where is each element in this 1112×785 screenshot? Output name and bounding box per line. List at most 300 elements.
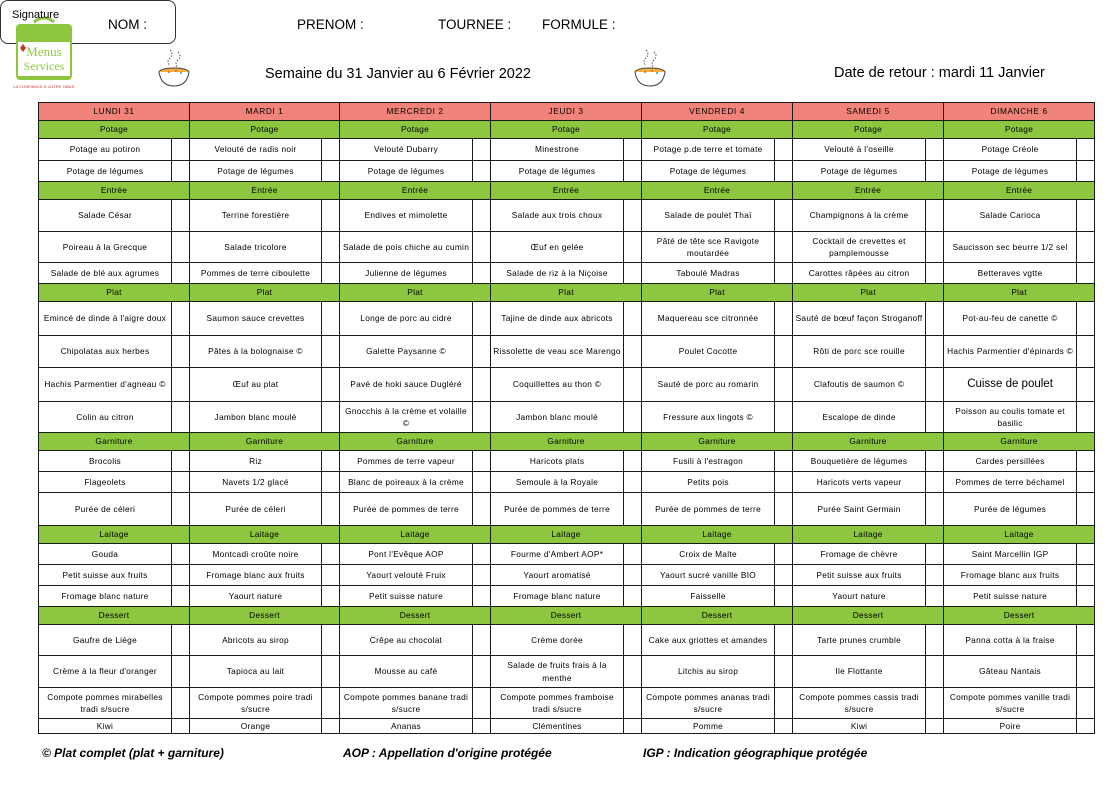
selection-box[interactable] bbox=[1077, 302, 1095, 336]
selection-box[interactable] bbox=[322, 493, 340, 526]
selection-box[interactable] bbox=[775, 139, 793, 161]
selection-box[interactable] bbox=[322, 402, 340, 433]
selection-box[interactable] bbox=[775, 688, 793, 719]
menu-item: Fromage blanc nature bbox=[491, 586, 624, 607]
selection-box[interactable] bbox=[624, 336, 642, 368]
selection-box[interactable] bbox=[1077, 368, 1095, 402]
selection-box[interactable] bbox=[926, 368, 944, 402]
section-header-entre: Entrée bbox=[793, 182, 944, 200]
selection-box[interactable] bbox=[1077, 263, 1095, 284]
menu-item: Ananas bbox=[340, 719, 473, 734]
menu-item: Sauté de porc au romarin bbox=[642, 368, 775, 402]
selection-box[interactable] bbox=[473, 402, 491, 433]
selection-box[interactable] bbox=[624, 565, 642, 586]
day-header: JEUDI 3 bbox=[491, 103, 642, 121]
selection-box[interactable] bbox=[775, 161, 793, 182]
menu-item: Pommes de terre béchamel bbox=[944, 472, 1077, 493]
selection-box[interactable] bbox=[322, 688, 340, 719]
menu-item: Coquillettes au thon © bbox=[491, 368, 624, 402]
selection-box[interactable] bbox=[926, 336, 944, 368]
menu-item: Bouquetière de légumes bbox=[793, 451, 926, 472]
selection-box[interactable] bbox=[473, 263, 491, 284]
section-header-garniture: Garniture bbox=[190, 433, 340, 451]
selection-box[interactable] bbox=[624, 200, 642, 232]
menu-item: Clémentines bbox=[491, 719, 624, 734]
selection-box[interactable] bbox=[624, 263, 642, 284]
menu-item: Compote pommes framboise tradi s/sucre bbox=[491, 688, 624, 719]
menu-item: Emincé de dinde à l'aigre doux bbox=[39, 302, 172, 336]
menu-item: Betteraves vgtte bbox=[944, 263, 1077, 284]
day-header: VENDREDI 4 bbox=[642, 103, 793, 121]
menu-item: Gouda bbox=[39, 544, 172, 565]
selection-box[interactable] bbox=[473, 656, 491, 688]
menu-item: Fromage blanc nature bbox=[39, 586, 172, 607]
menu-item: Taboulé Madras bbox=[642, 263, 775, 284]
selection-box[interactable] bbox=[624, 402, 642, 433]
selection-box[interactable] bbox=[926, 200, 944, 232]
selection-box[interactable] bbox=[775, 336, 793, 368]
soup-bowl-icon bbox=[630, 46, 670, 90]
menu-item: Kiwi bbox=[39, 719, 172, 734]
selection-box[interactable] bbox=[172, 544, 190, 565]
selection-box[interactable] bbox=[322, 565, 340, 586]
selection-box[interactable] bbox=[926, 719, 944, 734]
selection-box[interactable] bbox=[1077, 139, 1095, 161]
menu-item: Tarte prunes crumble bbox=[793, 625, 926, 656]
menu-item: Potage de légumes bbox=[190, 161, 322, 182]
menu-item: Compote pommes poire tradi s/sucre bbox=[190, 688, 322, 719]
section-header-potage: Potage bbox=[491, 121, 642, 139]
selection-box[interactable] bbox=[1077, 472, 1095, 493]
section-header-laitage: Laitage bbox=[944, 526, 1095, 544]
prenom-label: PRENOM : bbox=[297, 17, 364, 32]
menu-item: Purée de pommes de terre bbox=[491, 493, 624, 526]
menu-item: Yaourt nature bbox=[793, 586, 926, 607]
selection-box[interactable] bbox=[926, 625, 944, 656]
selection-box[interactable] bbox=[172, 302, 190, 336]
menu-item: Tapioca au lait bbox=[190, 656, 322, 688]
selection-box[interactable] bbox=[1077, 625, 1095, 656]
selection-box[interactable] bbox=[624, 586, 642, 607]
section-header-garniture: Garniture bbox=[642, 433, 793, 451]
section-header-dessert: Dessert bbox=[944, 607, 1095, 625]
menu-item: Saint Marcellin IGP bbox=[944, 544, 1077, 565]
selection-box[interactable] bbox=[473, 586, 491, 607]
selection-box[interactable] bbox=[624, 493, 642, 526]
selection-box[interactable] bbox=[473, 472, 491, 493]
menu-item: Velouté Dubarry bbox=[340, 139, 473, 161]
menu-item: Litchis au sirop bbox=[642, 656, 775, 688]
menu-item: Petits pois bbox=[642, 472, 775, 493]
signature-label: Signature bbox=[12, 9, 60, 21]
section-header-garniture: Garniture bbox=[340, 433, 491, 451]
section-header-dessert: Dessert bbox=[793, 607, 944, 625]
menu-item: Tajine de dinde aux abricots bbox=[491, 302, 624, 336]
selection-box[interactable] bbox=[322, 139, 340, 161]
menu-item: Petit suisse nature bbox=[944, 586, 1077, 607]
section-header-entre: Entrée bbox=[642, 182, 793, 200]
selection-box[interactable] bbox=[926, 232, 944, 263]
menu-item: Saumon sauce crevettes bbox=[190, 302, 322, 336]
selection-box[interactable] bbox=[322, 451, 340, 472]
selection-box[interactable] bbox=[322, 656, 340, 688]
selection-box[interactable] bbox=[775, 493, 793, 526]
selection-box[interactable] bbox=[473, 544, 491, 565]
selection-box[interactable] bbox=[1077, 200, 1095, 232]
selection-box[interactable] bbox=[473, 161, 491, 182]
menu-item: Fromage blanc aux fruits bbox=[190, 565, 322, 586]
menu-item: Abricots au sirop bbox=[190, 625, 322, 656]
selection-box[interactable] bbox=[1077, 336, 1095, 368]
menu-item: Poulet Cocotte bbox=[642, 336, 775, 368]
selection-box[interactable] bbox=[926, 472, 944, 493]
selection-box[interactable] bbox=[172, 493, 190, 526]
menu-item: Crème dorée bbox=[491, 625, 624, 656]
selection-box[interactable] bbox=[172, 625, 190, 656]
selection-box[interactable] bbox=[926, 688, 944, 719]
selection-box[interactable] bbox=[1077, 544, 1095, 565]
menu-item: Potage au potiron bbox=[39, 139, 172, 161]
menu-item: Crêpe au chocolat bbox=[340, 625, 473, 656]
menu-item: Potage de légumes bbox=[642, 161, 775, 182]
selection-box[interactable] bbox=[473, 565, 491, 586]
menu-item: Rissolette de veau sce Marengo bbox=[491, 336, 624, 368]
selection-box[interactable] bbox=[172, 472, 190, 493]
section-header-potage: Potage bbox=[944, 121, 1095, 139]
selection-box[interactable] bbox=[926, 451, 944, 472]
day-header: MARDI 1 bbox=[190, 103, 340, 121]
selection-box[interactable] bbox=[624, 719, 642, 734]
menu-item: Purée de légumes bbox=[944, 493, 1077, 526]
selection-box[interactable] bbox=[322, 368, 340, 402]
section-header-laitage: Laitage bbox=[642, 526, 793, 544]
menu-item: Salade Carioca bbox=[944, 200, 1077, 232]
selection-box[interactable] bbox=[322, 232, 340, 263]
selection-box[interactable] bbox=[322, 336, 340, 368]
selection-box[interactable] bbox=[172, 263, 190, 284]
selection-box[interactable] bbox=[775, 625, 793, 656]
section-header-garniture: Garniture bbox=[39, 433, 190, 451]
section-header-garniture: Garniture bbox=[793, 433, 944, 451]
section-header-dessert: Dessert bbox=[190, 607, 340, 625]
selection-box[interactable] bbox=[473, 625, 491, 656]
menu-item: Colin au citron bbox=[39, 402, 172, 433]
menu-item: Riz bbox=[190, 451, 322, 472]
selection-box[interactable] bbox=[322, 263, 340, 284]
selection-box[interactable] bbox=[322, 472, 340, 493]
section-header-laitage: Laitage bbox=[793, 526, 944, 544]
selection-box[interactable] bbox=[172, 139, 190, 161]
menu-item: Crème à la fleur d'oranger bbox=[39, 656, 172, 688]
selection-box[interactable] bbox=[172, 565, 190, 586]
menu-item: Gaufre de Liège bbox=[39, 625, 172, 656]
selection-box[interactable] bbox=[926, 402, 944, 433]
menu-item: Salade de riz à la Niçoise bbox=[491, 263, 624, 284]
menu-item: Cocktail de crevettes et pamplemousse bbox=[793, 232, 926, 263]
menu-item: Cake aux griottes et amandes bbox=[642, 625, 775, 656]
menu-item: Endives et mimolette bbox=[340, 200, 473, 232]
selection-box[interactable] bbox=[926, 139, 944, 161]
footnote-igp: IGP : Indication géographique protégée bbox=[643, 746, 868, 760]
selection-box[interactable] bbox=[322, 302, 340, 336]
selection-box[interactable] bbox=[775, 402, 793, 433]
selection-box[interactable] bbox=[624, 544, 642, 565]
menu-item: Pot-au-feu de canette © bbox=[944, 302, 1077, 336]
selection-box[interactable] bbox=[624, 451, 642, 472]
selection-box[interactable] bbox=[473, 368, 491, 402]
day-header: SAMEDI 5 bbox=[793, 103, 944, 121]
selection-box[interactable] bbox=[624, 232, 642, 263]
section-header-laitage: Laitage bbox=[340, 526, 491, 544]
menu-item: Pavé de hoki sauce Dugléré bbox=[340, 368, 473, 402]
selection-box[interactable] bbox=[473, 232, 491, 263]
selection-box[interactable] bbox=[624, 139, 642, 161]
section-header-plat: Plat bbox=[491, 284, 642, 302]
menu-item: Potage de légumes bbox=[39, 161, 172, 182]
selection-box[interactable] bbox=[473, 493, 491, 526]
menu-item: Longe de porc au cidre bbox=[340, 302, 473, 336]
section-header-plat: Plat bbox=[340, 284, 491, 302]
selection-box[interactable] bbox=[775, 302, 793, 336]
menu-item: Mousse au café bbox=[340, 656, 473, 688]
selection-box[interactable] bbox=[473, 688, 491, 719]
menu-item: Orange bbox=[190, 719, 322, 734]
selection-box[interactable] bbox=[624, 656, 642, 688]
section-header-plat: Plat bbox=[793, 284, 944, 302]
selection-box[interactable] bbox=[775, 451, 793, 472]
selection-box[interactable] bbox=[1077, 719, 1095, 734]
selection-box[interactable] bbox=[322, 625, 340, 656]
menu-item: Potage de légumes bbox=[491, 161, 624, 182]
menu-item: Pomme bbox=[642, 719, 775, 734]
menu-item: Purée Saint Germain bbox=[793, 493, 926, 526]
menu-item: Panna cotta à la fraise bbox=[944, 625, 1077, 656]
menu-item: Semoule à la Royale bbox=[491, 472, 624, 493]
menu-item: Saucisson sec beurre 1/2 sel bbox=[944, 232, 1077, 263]
selection-box[interactable] bbox=[1077, 565, 1095, 586]
selection-box[interactable] bbox=[926, 586, 944, 607]
menu-item: Petit suisse aux fruits bbox=[793, 565, 926, 586]
menu-item: Cardes persillées bbox=[944, 451, 1077, 472]
menu-item: Pont l'Evêque AOP bbox=[340, 544, 473, 565]
menu-item: Cuisse de poulet bbox=[944, 368, 1077, 402]
selection-box[interactable] bbox=[172, 586, 190, 607]
menu-item: Compote pommes mirabelles tradi s/sucre bbox=[39, 688, 172, 719]
selection-box[interactable] bbox=[1077, 586, 1095, 607]
menu-item: Œuf en gelée bbox=[491, 232, 624, 263]
menu-item: Chipolatas aux herbes bbox=[39, 336, 172, 368]
section-header-plat: Plat bbox=[642, 284, 793, 302]
menu-item: Potage p.de terre et tomate bbox=[642, 139, 775, 161]
menu-item: Carottes râpées au citron bbox=[793, 263, 926, 284]
menu-item: Purée de céleri bbox=[190, 493, 322, 526]
selection-box[interactable] bbox=[775, 472, 793, 493]
selection-box[interactable] bbox=[322, 544, 340, 565]
selection-box[interactable] bbox=[624, 302, 642, 336]
selection-box[interactable] bbox=[172, 688, 190, 719]
selection-box[interactable] bbox=[775, 565, 793, 586]
menu-item: Yaourt velouté Fruix bbox=[340, 565, 473, 586]
menu-item: Yaourt nature bbox=[190, 586, 322, 607]
menu-item: Gnocchis à la crème et volaille © bbox=[340, 402, 473, 433]
logo-line2: Services bbox=[23, 59, 65, 73]
selection-box[interactable] bbox=[172, 200, 190, 232]
selection-box[interactable] bbox=[775, 586, 793, 607]
menu-item: Hachis Parmentier d'agneau © bbox=[39, 368, 172, 402]
selection-box[interactable] bbox=[624, 368, 642, 402]
selection-box[interactable] bbox=[172, 368, 190, 402]
menu-item: Sauté de bœuf façon Stroganoff bbox=[793, 302, 926, 336]
menu-item: Salade de poulet Thaï bbox=[642, 200, 775, 232]
selection-box[interactable] bbox=[473, 719, 491, 734]
section-header-entre: Entrée bbox=[944, 182, 1095, 200]
selection-box[interactable] bbox=[1077, 656, 1095, 688]
menu-item: Fressure aux lingots © bbox=[642, 402, 775, 433]
footnote-plat-complet: © Plat complet (plat + garniture) bbox=[42, 746, 224, 760]
menu-item: Ile Flottante bbox=[793, 656, 926, 688]
section-header-entre: Entrée bbox=[491, 182, 642, 200]
menu-item: Navets 1/2 glacé bbox=[190, 472, 322, 493]
selection-box[interactable] bbox=[172, 232, 190, 263]
selection-box[interactable] bbox=[172, 161, 190, 182]
section-header-dessert: Dessert bbox=[642, 607, 793, 625]
selection-box[interactable] bbox=[322, 161, 340, 182]
section-header-dessert: Dessert bbox=[340, 607, 491, 625]
section-header-laitage: Laitage bbox=[491, 526, 642, 544]
selection-box[interactable] bbox=[172, 451, 190, 472]
menu-item: Salade César bbox=[39, 200, 172, 232]
section-header-entre: Entrée bbox=[39, 182, 190, 200]
footnote-aop: AOP : Appellation d'origine protégée bbox=[343, 746, 552, 760]
selection-box[interactable] bbox=[322, 200, 340, 232]
selection-box[interactable] bbox=[1077, 161, 1095, 182]
menu-item: Pâtes à la bolognaise © bbox=[190, 336, 322, 368]
menus-services-logo bbox=[12, 14, 76, 94]
selection-box[interactable] bbox=[172, 336, 190, 368]
menu-item: Pâté de tête sce Ravigote moutardée bbox=[642, 232, 775, 263]
menu-item: Pommes de terre vapeur bbox=[340, 451, 473, 472]
selection-box[interactable] bbox=[1077, 688, 1095, 719]
menu-item: Poireau à la Grecque bbox=[39, 232, 172, 263]
selection-box[interactable] bbox=[322, 586, 340, 607]
selection-box[interactable] bbox=[775, 200, 793, 232]
selection-box[interactable] bbox=[172, 402, 190, 433]
menu-item: Œuf au plat bbox=[190, 368, 322, 402]
menu-item: Potage de légumes bbox=[340, 161, 473, 182]
selection-box[interactable] bbox=[473, 139, 491, 161]
selection-box[interactable] bbox=[926, 161, 944, 182]
selection-box[interactable] bbox=[926, 656, 944, 688]
menu-item: Purée de pommes de terre bbox=[642, 493, 775, 526]
selection-box[interactable] bbox=[926, 544, 944, 565]
menu-item: Jambon blanc moulé bbox=[491, 402, 624, 433]
selection-box[interactable] bbox=[624, 688, 642, 719]
logo-line1: Menus bbox=[26, 44, 62, 59]
selection-box[interactable] bbox=[775, 232, 793, 263]
menu-item: Jambon blanc moulé bbox=[190, 402, 322, 433]
section-header-plat: Plat bbox=[190, 284, 340, 302]
selection-box[interactable] bbox=[775, 656, 793, 688]
selection-box[interactable] bbox=[1077, 493, 1095, 526]
menu-item: Fromage blanc aux fruits bbox=[944, 565, 1077, 586]
section-header-dessert: Dessert bbox=[39, 607, 190, 625]
section-header-entre: Entrée bbox=[340, 182, 491, 200]
selection-box[interactable] bbox=[926, 263, 944, 284]
menu-item: Salade de fruits frais à la menthe bbox=[491, 656, 624, 688]
selection-box[interactable] bbox=[1077, 232, 1095, 263]
section-header-potage: Potage bbox=[793, 121, 944, 139]
section-header-entre: Entrée bbox=[190, 182, 340, 200]
selection-box[interactable] bbox=[473, 302, 491, 336]
logo-tagline: LA CONFIANCE À VOTRE TABLE bbox=[13, 84, 75, 89]
tournee-label: TOURNEE : bbox=[438, 17, 512, 32]
menu-item: Potage de légumes bbox=[944, 161, 1077, 182]
menu-item: Purée de pommes de terre bbox=[340, 493, 473, 526]
selection-box[interactable] bbox=[926, 565, 944, 586]
section-header-potage: Potage bbox=[190, 121, 340, 139]
selection-box[interactable] bbox=[926, 302, 944, 336]
menu-item: Petit suisse nature bbox=[340, 586, 473, 607]
menu-item: Salade de blé aux agrumes bbox=[39, 263, 172, 284]
menu-item: Fromage de chèvre bbox=[793, 544, 926, 565]
selection-box[interactable] bbox=[473, 200, 491, 232]
menu-item: Clafoutis de saumon © bbox=[793, 368, 926, 402]
menu-item: Kiwi bbox=[793, 719, 926, 734]
selection-box[interactable] bbox=[926, 493, 944, 526]
menu-item: Petit suisse aux fruits bbox=[39, 565, 172, 586]
menu-table bbox=[38, 102, 1095, 734]
day-header: MERCREDI 2 bbox=[340, 103, 491, 121]
selection-box[interactable] bbox=[172, 656, 190, 688]
menu-item: Salade aux trois choux bbox=[491, 200, 624, 232]
selection-box[interactable] bbox=[775, 544, 793, 565]
selection-box[interactable] bbox=[172, 719, 190, 734]
selection-box[interactable] bbox=[1077, 402, 1095, 433]
selection-box[interactable] bbox=[775, 263, 793, 284]
selection-box[interactable] bbox=[473, 451, 491, 472]
selection-box[interactable] bbox=[322, 719, 340, 734]
day-header: LUNDI 31 bbox=[39, 103, 190, 121]
menu-item: Champignons à la crème bbox=[793, 200, 926, 232]
selection-box[interactable] bbox=[624, 472, 642, 493]
selection-box[interactable] bbox=[1077, 451, 1095, 472]
menu-item: Brocolis bbox=[39, 451, 172, 472]
day-header: DIMANCHE 6 bbox=[944, 103, 1095, 121]
selection-box[interactable] bbox=[775, 368, 793, 402]
menu-item: Salade tricolore bbox=[190, 232, 322, 263]
nom-label: NOM : bbox=[108, 17, 147, 32]
menu-item: Compote pommes vanille tradi s/sucre bbox=[944, 688, 1077, 719]
menu-item: Minestrone bbox=[491, 139, 624, 161]
menu-item: Maquereau sce citronnée bbox=[642, 302, 775, 336]
menu-item: Croix de Malte bbox=[642, 544, 775, 565]
menu-item: Flageolets bbox=[39, 472, 172, 493]
selection-box[interactable] bbox=[775, 719, 793, 734]
selection-box[interactable] bbox=[624, 625, 642, 656]
selection-box[interactable] bbox=[624, 161, 642, 182]
menu-item: Blanc de poireaux à la crème bbox=[340, 472, 473, 493]
formule-label: FORMULE : bbox=[542, 17, 616, 32]
menu-item: Gâteau Nantais bbox=[944, 656, 1077, 688]
section-header-laitage: Laitage bbox=[39, 526, 190, 544]
menu-item: Velouté à l'oseille bbox=[793, 139, 926, 161]
menu-item: Compote pommes cassis tradi s/sucre bbox=[793, 688, 926, 719]
section-header-plat: Plat bbox=[944, 284, 1095, 302]
section-header-garniture: Garniture bbox=[944, 433, 1095, 451]
menu-item: Pommes de terre ciboulette bbox=[190, 263, 322, 284]
selection-box[interactable] bbox=[473, 336, 491, 368]
menu-item: Poisson au coulis tomate et basilic bbox=[944, 402, 1077, 433]
